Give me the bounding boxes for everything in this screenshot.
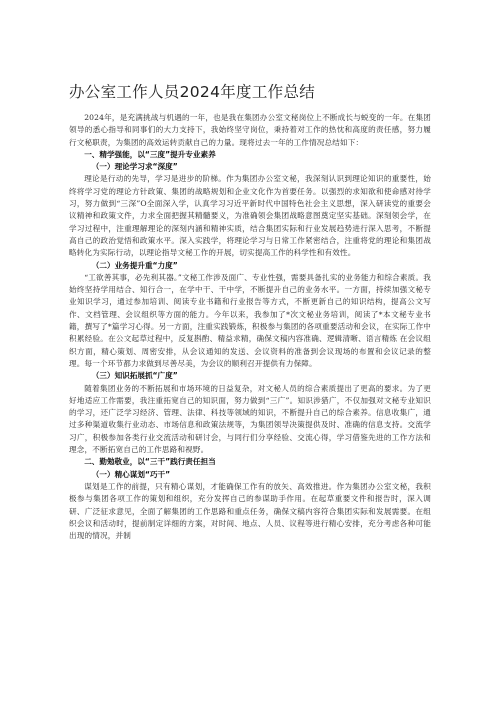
subsection-1-3-paragraph: 随着集团业务的不断拓展和市场环境的日益复杂，对文秘人员的综合素质提出了更高的要求。为了更好地适应工作需要，我注重拓宽自己的知识面，努力做到“三广”。知识涉猎广，不仅加强对文秘专业知识的学习，还广泛学习经济、管理、法律、科技等领域的知识，不断提升自己的综合素养。信息收集广，通过多种渠道收集行业动态、市场信息和政策法规等，为集团领导决策提供及时、准确的信息支持。交流学习广，积极参加各类行业交流活动和研讨会，与同行们分享经验、交流心得，学习借鉴先进的工作方法和理念，不断拓宽自己的工作思路和视野。: [69, 383, 431, 455]
subsection-1-3-heading: （三）知识拓展抓“广度”: [91, 371, 178, 381]
subsection-2-1-heading: （一）精心谋划“巧干”: [91, 469, 171, 479]
subsection-1-2-paragraph: “工欲善其事，必先利其器。”文秘工作涉及面广、专业性强，需要具备扎实的业务能力和综合素质。我始终坚持学用结合、知行合一，在学中干、干中学，不断提升自己的业务水平。一方面，持续加强文秘专业知识学习，通过参加培训、阅读专业书籍和行业报告等方式，不断更新自己的知识结构，提高公文写作、文档管理、会议组织等方面的能力。今年以来，我参加了*次文秘业务培训，阅读了*本文秘专业书籍，撰写了*篇学习心得。另一方面，注重实践锻炼，积极参与集团的各项重要活动和会议，在实际工作中积累经验。在公文起草过程中，反复斟酌、精益求精，确保文稿内容准确、逻辑清晰、语言精炼 在会议组织方面，精心策划、周密安排，从会议通知的发送、会议资料的准备到会议现场的布置和会议记录的整理。每一个环节都力求做到尽善尽美，为会议的顺利召开提供有力保障。: [69, 272, 431, 368]
section-2-heading: 二、勤勉敬业，以“三干”践行责任担当: [84, 457, 216, 467]
intro-paragraph: 2024年，是充满挑战与机遇的一年，也是我在集团办公室文秘岗位上不断成长与蜕变的一年。在集团领导的悉心指导和同事们的大力支持下，我始终坚守岗位，秉持着对工作的热忱和高度的责任感，努力履行文秘职责，为集团的高效运转贡献自己的力量。现将过去一年的工作情况总结如下：: [69, 113, 431, 147]
subsection-1-1-paragraph: 理论是行动的先导，学习是进步的阶梯。作为集团办公室文秘，我深刻认识到理论知识的重要性，始终将学习党的理论方针政策、集团的战略规划和企业文化作为首要任务。以强烈的求知欲和使命感对待学习，努力做到“三深”O全面深入学，认真学习习近平新时代中国特色社会主义思想，深入研读党的重要会议精神和政策文件，力求全面把握其精髓要义，为准确领会集团战略意图奠定坚实基础。深刻领会学，在学习过程中，注重理解理论的深刻内涵和精神实质，结合集团实际和行业发展趋势进行深入思考，不断提高自己的政治觉悟和政策水平。深入实践学，将理论学习与日常工作紧密结合，注重将党的理论和集团战略转化为实际行动，以理论指导文秘工作的开展，切实提高工作的科学性和有效性。: [69, 174, 431, 258]
section-1-heading: 一、精学强能，以“三度”提升专业素养: [84, 149, 216, 159]
subsection-1-1-heading: （一）理论学习求“深度”: [91, 162, 178, 172]
subsection-2-1-paragraph: 谋划是工作的前提，只有精心谋划，才能确保工作有的放矢、高效推进。作为集团办公室文秘，我积极参与集团各项工作的策划和组织，充分发挥自己的参谋助手作用。在起草重要文件和报告时，深入调研、广泛征求意见，全面了解集团的工作思路和重点任务，确保文稿内容符合集团实际和发展需要。在组织会议和活动时，提前制定详细的方案，对时间、地点、人员、议程等进行精心安排，充分考虑各种可能出现的情况，并制: [69, 481, 431, 541]
page-title: 办公室工作人员2024年度工作总结: [69, 83, 316, 101]
document-body: [69, 80, 431, 542]
subsection-1-2-heading: （二）业务提升重“力度”: [91, 260, 178, 270]
